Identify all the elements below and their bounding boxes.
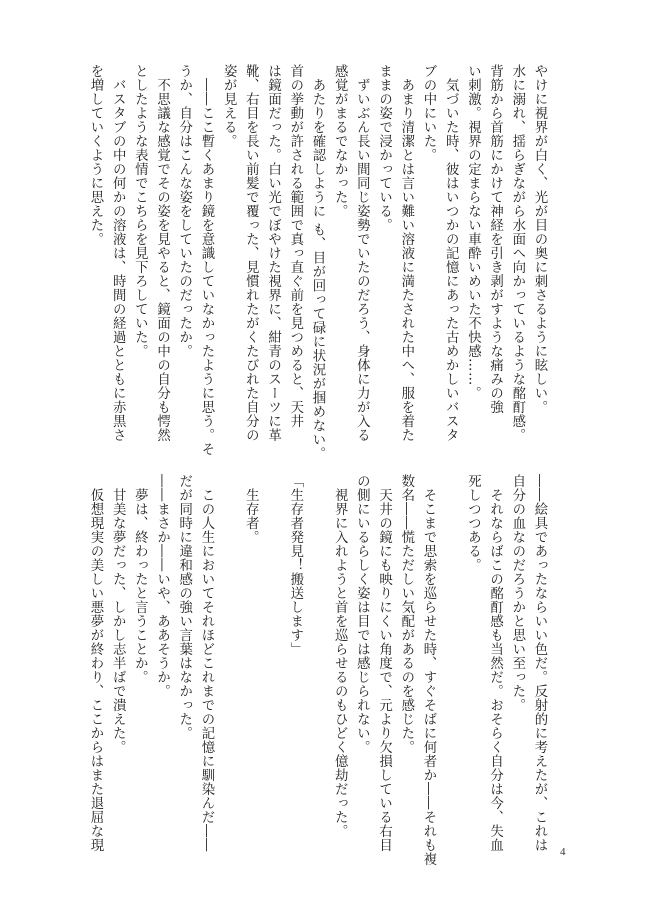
text-line: ブの中にいた。 <box>420 64 436 162</box>
text-line: 「生存者発見！搬送します」 <box>287 474 303 656</box>
text-line: 水に溺れ、揺らぎながら水面へ向かっているような酩酊感。 <box>509 64 525 442</box>
text-line: 姿が見える。 <box>221 64 237 148</box>
page-number: 4 <box>560 846 566 858</box>
text-line: あたりを確認しように も、目が回って碌に状況が掴めない。 <box>309 64 325 461</box>
text-line: うか、自分はこんな姿をしていたのだったか。 <box>176 64 192 358</box>
text-line: 気づいた時、彼はいつかの記憶にあった古めかしいバスタ <box>443 64 459 442</box>
text-line: そこまで思索を巡らせた時、すぐそばに何者か――それも複 <box>420 474 436 866</box>
text-line <box>261 474 283 836</box>
top-text-block <box>87 64 550 461</box>
text-line: としたような表情でこちらを見下ろしていた。 <box>132 64 148 358</box>
text-line: この人生においてそれほどこれまでの記憶に馴染んだ―― <box>198 474 214 852</box>
text-line: の側にいるらしく姿は目では感じられない。 <box>354 474 370 754</box>
text-line: ――絵具であったならいい色だ。反射的に考えたが、これは <box>532 474 547 852</box>
text-line: 仮想現実の美しい悪夢が終わり、ここからはまた退屈な現 <box>87 474 103 852</box>
text-line: い刺激。視界の定まらない車酔いめいた不快感……。 <box>465 64 481 400</box>
text-line: 感覚がまるでなかった。 <box>332 64 348 218</box>
text-line: は鏡面だった。白い光でぼやけた視界に、紺青のスーツに革 <box>265 64 281 442</box>
text-line: だが同時に違和感の強い言葉はなかった。 <box>176 474 192 740</box>
text-line: 不思議な感覚でその姿を見やると、鏡面の中の自分も愕然 <box>154 64 170 442</box>
text-line: 視界に入れようと首を巡らせるのもひどく億劫だった。 <box>332 474 348 838</box>
text-line <box>306 474 328 836</box>
text-line: 数名――慌ただしい気配があるのを感じた。 <box>398 474 414 754</box>
text-line: ――まさか――いや、ああそうか。 <box>154 474 170 698</box>
text-line: を増していくように思えた。 <box>87 64 103 246</box>
text-line: バスタブの中の何かの溶液は、時間の経過とともに赤黒さ <box>110 64 126 442</box>
text-line: 背筋から首筋にかけて神経を引き剥がすような痛みの強 <box>487 64 503 414</box>
text-line: やけに視界が白く、光が目の奥に刺さるように眩しい。 <box>532 64 547 414</box>
text-line <box>439 474 461 836</box>
text-line: ずいぶん長い間同じ姿勢でいたのだろう、身体に力が入る <box>354 64 370 442</box>
text-line: 生存者。 <box>243 474 259 544</box>
text-line: それならばこの酩酊感も当然だ。おそらく自分は今、失血 <box>487 474 503 852</box>
text-line: 首の挙動が許される範囲で真っ直ぐ前を見つめると、天井 <box>287 64 303 428</box>
text-line: あまり清潔とは言い難い溶液に満たされた中へ、服を着た <box>398 64 414 442</box>
text-line: 自分の血なのだろうかと思い至った。 <box>509 474 525 712</box>
text-line: 靴、右目を長い前髪で覆った、見慣れたがくたびれた自分の <box>243 64 259 442</box>
text-line: 夢は、終わったと言うことか。 <box>132 474 148 684</box>
text-line <box>217 474 239 836</box>
text-line: 天井の鏡にも映りにくい角度で、元より欠損している右目 <box>376 474 392 852</box>
bottom-text-block <box>87 474 550 866</box>
text-line: 甘美な夢だった、しかし志半ばで潰えた。 <box>110 474 126 754</box>
text-line: 死しつつある。 <box>465 474 481 572</box>
text-line: ままの姿で浸かっている。 <box>376 64 392 232</box>
text-line: ――ここ暫くあまり鏡を意識していなかったように思う。そ <box>198 64 214 456</box>
